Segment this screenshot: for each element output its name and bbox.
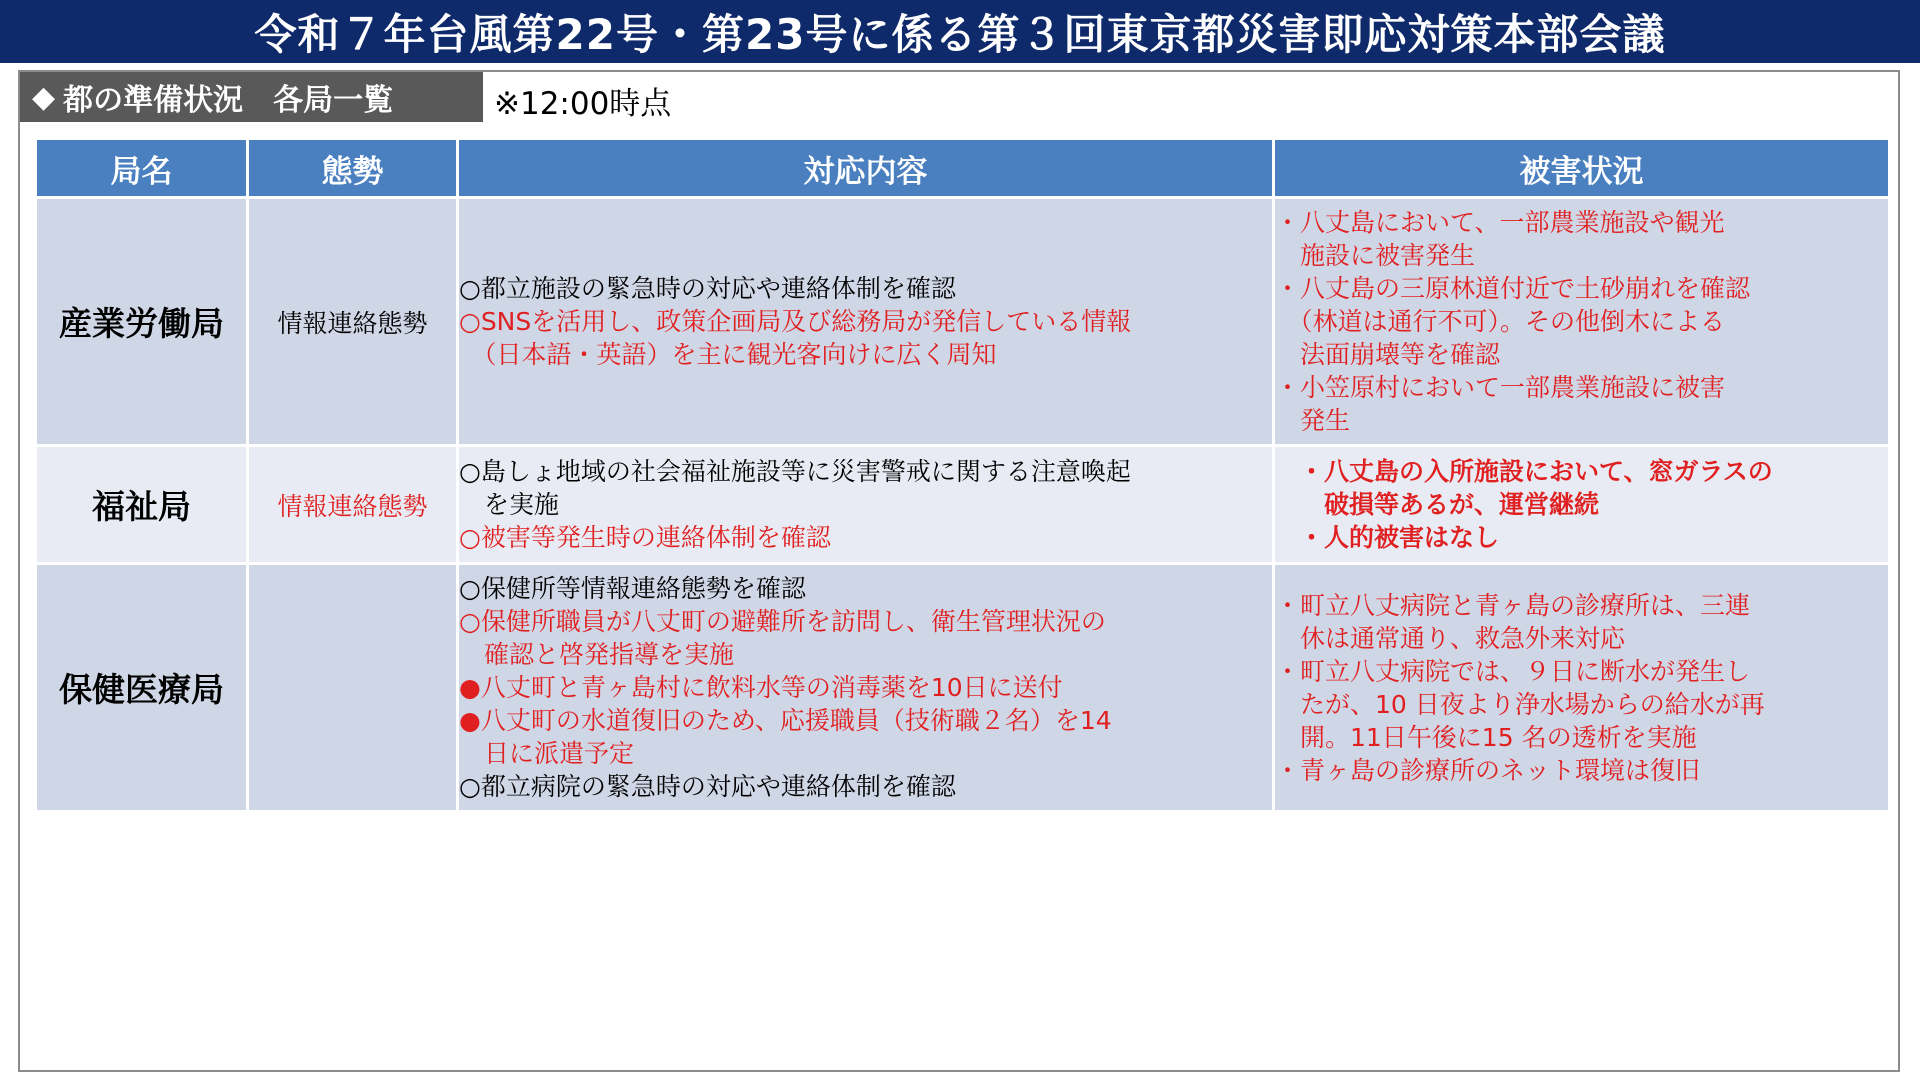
dept-cell: 保健医療局	[36, 564, 248, 812]
damage-line: たが、10 日夜より浄水場からの給水が再	[1275, 689, 1765, 719]
damage-line: 施設に被害発生	[1275, 241, 1476, 270]
damage-line: ・小笠原村において一部農業施設に被害	[1275, 373, 1726, 402]
table-row	[36, 198, 1890, 446]
header-actions: 対応内容	[458, 139, 1274, 198]
action-line: を実施	[459, 490, 560, 519]
damage-cell	[1274, 198, 1890, 446]
damage-line: ・八丈島において、一部農業施設や観光	[1275, 208, 1725, 237]
action-line: 日に派遣予定	[459, 739, 635, 768]
action-line: ○都立施設の緊急時の対応や連絡体制を確認	[459, 274, 956, 303]
damage-line: 破損等あるが、運営継続	[1299, 490, 1600, 519]
action-line: ○都立病院の緊急時の対応や連絡体制を確認	[459, 772, 956, 801]
actions-cell	[458, 446, 1274, 564]
actions-cell	[458, 198, 1274, 446]
header-posture: 態勢	[248, 139, 458, 198]
dept-cell: 産業労働局	[36, 198, 248, 446]
damage-line: ・八丈島の入所施設において、窓ガラスの	[1299, 457, 1773, 486]
status-table	[34, 137, 1891, 813]
action-line: ○保健所等情報連絡態勢を確認	[459, 574, 806, 603]
damage-line: ・町立八丈病院では、９日に断水が発生し	[1275, 656, 1751, 686]
action-line: ●八丈町と青ヶ島村に飲料水等の消毒薬を10日に送付	[459, 673, 1063, 702]
actions-cell	[458, 564, 1274, 812]
damage-cell	[1274, 564, 1890, 812]
damage-line: 法面崩壊等を確認	[1275, 340, 1501, 369]
diamond-bullet-icon: ◆	[32, 79, 56, 115]
damage-line: 発生	[1275, 406, 1351, 435]
table-row	[36, 564, 1890, 812]
damage-line: （林道は通行不可）。その他倒木による	[1275, 307, 1726, 336]
action-line: 確認と啓発指導を実施	[459, 640, 735, 669]
dept-cell: 福祉局	[36, 446, 248, 564]
header-damage: 被害状況	[1274, 139, 1890, 198]
posture-cell: 情報連絡態勢	[248, 198, 458, 446]
table-header-row	[36, 139, 1890, 198]
posture-cell: 情報連絡態勢	[248, 446, 458, 564]
damage-cell	[1274, 446, 1890, 564]
section-label	[20, 72, 483, 122]
header-dept: 局名	[36, 139, 248, 198]
damage-line: 休は通常通り、救急外来対応	[1275, 623, 1626, 653]
action-line: ○被害等発生時の連絡体制を確認	[459, 523, 831, 552]
damage-line: ・八丈島の三原林道付近で土砂崩れを確認	[1275, 274, 1751, 303]
action-line: ○SNSを活用し、政策企画局及び総務局が発信している情報	[459, 307, 1132, 336]
damage-line: ・人的被害はなし	[1299, 523, 1500, 552]
page-title: 令和７年台風第22号・第23号に係る第３回東京都災害即応対策本部会議	[0, 0, 1920, 63]
time-note: ※12:00時点	[494, 86, 672, 122]
action-line: ○保健所職員が八丈町の避難所を訪問し、衛生管理状況の	[459, 607, 1106, 636]
action-line: ○島しょ地域の社会福祉施設等に災害警戒に関する注意喚起	[459, 457, 1131, 486]
action-line: ●八丈町の水道復旧のため、応援職員（技術職２名）を14	[459, 706, 1112, 735]
action-line: （日本語・英語）を主に観光客向けに広く周知	[459, 340, 997, 369]
table-row	[36, 446, 1890, 564]
posture-cell	[248, 564, 458, 812]
damage-line: ・町立八丈病院と青ヶ島の診療所は、三連	[1275, 590, 1751, 620]
damage-line: ・青ヶ島の診療所のネット環境は復旧	[1275, 755, 1701, 785]
damage-line: 開。11日午後に15 名の透析を実施	[1275, 722, 1697, 752]
section-label-text: 都の準備状況 各局一覧	[63, 83, 394, 118]
